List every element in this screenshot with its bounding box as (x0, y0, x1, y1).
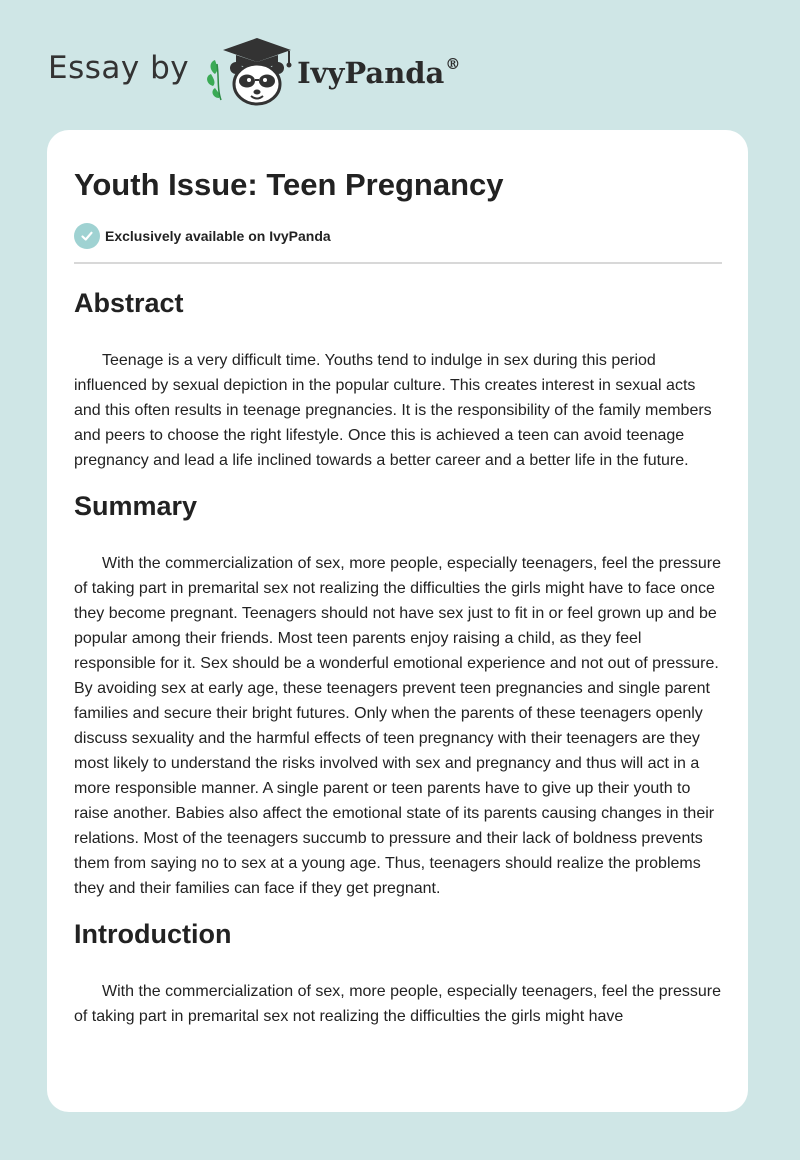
badge-text: Exclusively available on IvyPanda (105, 228, 331, 244)
section-heading-introduction: Introduction (74, 919, 232, 949)
section-body-introduction: With the commercialization of sex, more people, especially teenagers, feel the pressure of taking part in premarital sex not realizing the difficulties the girls might have (74, 983, 721, 1025)
title-divider (74, 262, 722, 264)
section-heading-summary: Summary (74, 491, 198, 521)
brand-name: IvyPanda® (297, 54, 461, 90)
registered-mark: ® (445, 54, 461, 73)
essay-card (47, 130, 748, 1112)
page-title: Youth Issue: Teen Pregnancy (74, 167, 504, 202)
exclusive-badge (74, 223, 722, 249)
section-heading-abstract: Abstract (74, 288, 184, 318)
check-icon (74, 223, 100, 249)
brand-prefix: Essay by (48, 50, 190, 86)
section-body-abstract: Teenage is a very difficult time. Youths tend to indulge in sex during this period influenced by sexual depiction in the popular culture. This creates interest in sexual acts and this often results in teenage pregnancies. It is the responsibility of the family members and peers to choose the right lifestyle. Once this is achieved a teen can avoid teenage pregnancy and lead a life inclined towards a better career and a better life in the future. (74, 352, 712, 469)
brand-header[interactable] (48, 34, 460, 108)
panda-graduate-icon (205, 34, 295, 108)
section-body-summary: With the commercialization of sex, more people, especially teenagers, feel the pressure of taking part in premarital sex not realizing the difficulties the girls might have to face once they become pregnant. Teenagers should not have sex just to fit in or feel grown up and be popular among their friends. Most teen parents enjoy raising a child, as they feel responsible for it. Sex should be a wonderful emotional experience and not out of pressure. By avoiding sex at early age, these teenagers prevent teen pregnancies and single parent families and secure their bright futures. Only when the parents of these teenagers openly discuss sexuality and the harmful effects of teen pregnancy with their teenagers are they most likely to understand the risks involved with sex and pregnancy and thus will act in a more responsible manner. A single parent or teen parents have to give up their youth to raise another. Babies also affect the emotional state of its parents causing changes in their relations. Most of the teenagers succumb to pressure and their lack of boldness prevents them from saying no to sex at a young age. Thus, teenagers should realize the problems they and their families can face if they get pregnant. (74, 555, 721, 897)
